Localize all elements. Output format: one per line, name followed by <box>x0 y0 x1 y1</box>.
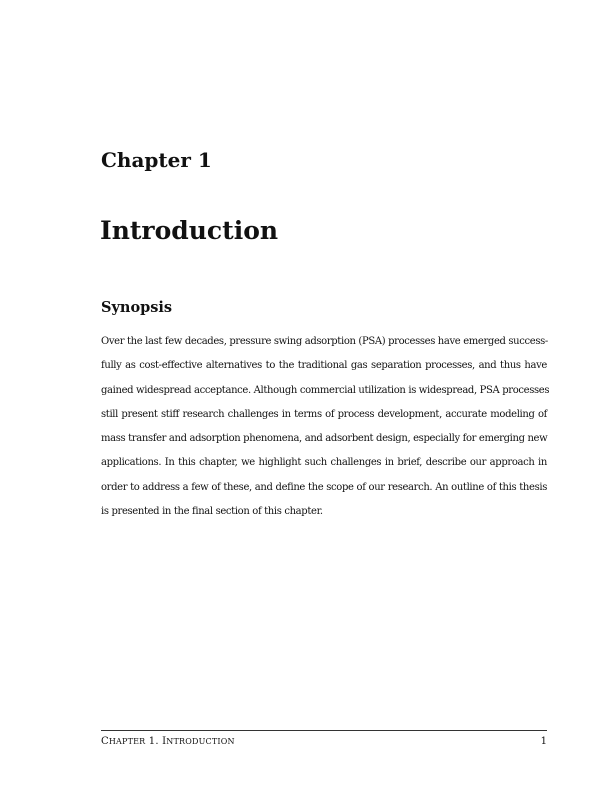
paragraph-line: Over the last few decades, pressure swing adsorption (PSA) processes have emerged success- <box>101 336 548 347</box>
paragraph-line: still present stiff research challenges in terms of process development, accurate modeling of <box>101 408 547 420</box>
running-head-part: NTRODUCTION <box>166 737 235 746</box>
running-head-part: HAPTER <box>108 737 146 746</box>
paragraph-line: mass transfer and adsorption phenomena, and adsorbent design, especially for emerging new <box>101 433 548 445</box>
footer-rule <box>101 730 547 731</box>
synopsis-paragraph <box>101 335 550 529</box>
paragraph-line: applications. In this chapter, we highlight such challenges in brief, describe our approach in <box>101 457 547 469</box>
paragraph-line: order to address a few of these, and define the scope of our research. An outline of this thesis <box>101 481 547 493</box>
paragraph-line: is presented in the final section of this chapter. <box>101 506 323 518</box>
page-number: 1 <box>540 736 547 747</box>
chapter-label: Chapter 1 <box>101 148 212 172</box>
running-head-part: C <box>101 736 109 747</box>
section-heading: Synopsis <box>101 299 173 316</box>
paragraph-line: fully as cost-effective alternatives to the traditional gas separation processes, and thus have <box>101 360 547 372</box>
footer-running-head <box>101 736 235 748</box>
chapter-title: Introduction <box>100 216 279 245</box>
running-head-part: 1. I <box>145 736 167 747</box>
paragraph-line: gained widespread acceptance. Although commercial utilization is widespread, PSA processes <box>101 384 550 396</box>
